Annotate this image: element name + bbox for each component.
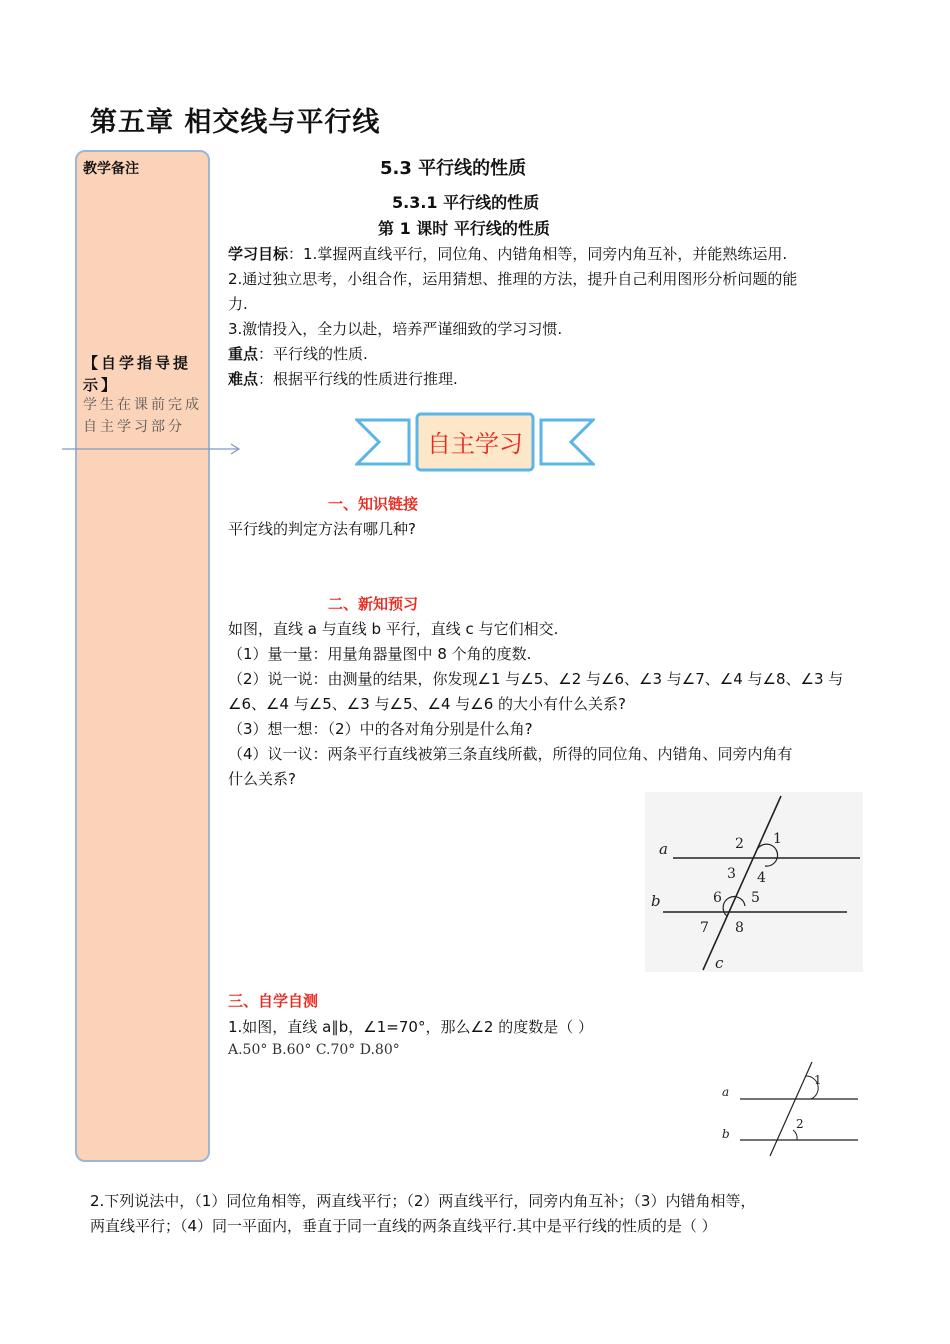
- angle-1: 1: [773, 831, 782, 847]
- fig2-label-line-b: b: [722, 1127, 730, 1141]
- self-test-question-1: 1.如图，直线 a∥b，∠1=70°，那么∠2 的度数是（ ）: [228, 1018, 593, 1036]
- self-study-tip-body: 学生在课前完成自主学习部分: [83, 397, 202, 435]
- question-discuss-1: （2）说一说：由测量的结果，你发现∠1 与∠5、∠2 与∠6、∠3 与∠7、∠4 与∠8、∠3 与: [228, 670, 844, 688]
- label-line-c: c: [715, 954, 724, 972]
- sidebar-title: 教学备注: [83, 161, 139, 177]
- banner-text: 自主学习: [427, 430, 523, 458]
- angle-8: 8: [735, 920, 744, 936]
- objectives-line-3: 力.: [228, 295, 248, 313]
- lesson-title: 第 1 课时 平行线的性质: [378, 219, 550, 238]
- self-test-question-2-line-1: 2.下列说法中，（1）同位角相等，两直线平行；（2）两直线平行，同旁内角互补；（3）内错角相等，: [90, 1192, 756, 1210]
- fig2-angle-2: 2: [796, 1117, 804, 1131]
- objectives-label: 学习目标: [228, 245, 289, 263]
- subsection-title: 5.3.1 平行线的性质: [392, 193, 540, 212]
- arrow-right-icon: [62, 442, 242, 456]
- objectives-line-1: 学习目标：1.掌握两直线平行，同位角、内错角相等，同旁内角互补，并能熟练运用.: [228, 245, 788, 263]
- fig2-label-line-a: a: [722, 1085, 730, 1099]
- angle-2: 2: [735, 836, 744, 852]
- angle-question-figure: [718, 1058, 863, 1158]
- angle-4: 4: [757, 870, 766, 886]
- fig2-angle-1: 1: [814, 1073, 822, 1087]
- self-test-heading: 三、自学自测: [228, 992, 319, 1010]
- angle-3: 3: [727, 866, 736, 882]
- difficulty: 难点：根据平行线的性质进行推理.: [228, 370, 458, 388]
- chapter-title: 第五章 相交线与平行线: [90, 107, 381, 138]
- objectives-line-2: 2.通过独立思考，小组合作，运用猜想、推理的方法，提升自己利用图形分析问题的能: [228, 270, 798, 288]
- self-test-question-1-options: A.50° B.60° C.70° D.80°: [228, 1042, 400, 1058]
- label-line-b: b: [651, 892, 661, 910]
- knowledge-link-question: 平行线的判定方法有哪几种?: [228, 520, 416, 538]
- new-knowledge-heading: 二、新知预习: [328, 595, 419, 613]
- knowledge-link-heading: 一、知识链接: [328, 495, 419, 513]
- self-test-question-2-line-2: 两直线平行；（4）同一平面内，垂直于同一直线的两条直线平行.其中是平行线的性质的是（ ）: [90, 1217, 717, 1235]
- question-think: （3）想一想：（2）中的各对角分别是什么角?: [228, 720, 533, 738]
- section-title: 5.3 平行线的性质: [380, 158, 527, 179]
- question-discuss-2: ∠6、∠4 与∠5、∠3 与∠5、∠4 与∠6 的大小有什么关系?: [228, 695, 626, 713]
- objectives-line-4: 3.激情投入，全力以赴，培养严谨细致的学习习惯.: [228, 320, 563, 338]
- teaching-notes-sidebar: [75, 150, 210, 1162]
- question-debate-2: 什么关系?: [228, 770, 296, 788]
- self-study-tip-title: 【自学指导提示】: [83, 354, 192, 394]
- angle-7: 7: [700, 920, 709, 936]
- label-line-a: a: [659, 840, 668, 858]
- self-study-banner: [355, 410, 595, 474]
- angle-6: 6: [713, 890, 722, 906]
- parallel-lines-figure: [645, 792, 863, 972]
- angle-5: 5: [751, 890, 760, 906]
- question-debate-1: （4）议一议：两条平行直线被第三条直线所截，所得的同位角、内错角、同旁内角有: [228, 745, 793, 763]
- new-knowledge-intro: 如图，直线 a 与直线 b 平行，直线 c 与它们相交.: [228, 620, 559, 638]
- question-measure: （1）量一量：用量角器量图中 8 个角的度数.: [228, 645, 532, 663]
- key-point: 重点：平行线的性质.: [228, 345, 368, 363]
